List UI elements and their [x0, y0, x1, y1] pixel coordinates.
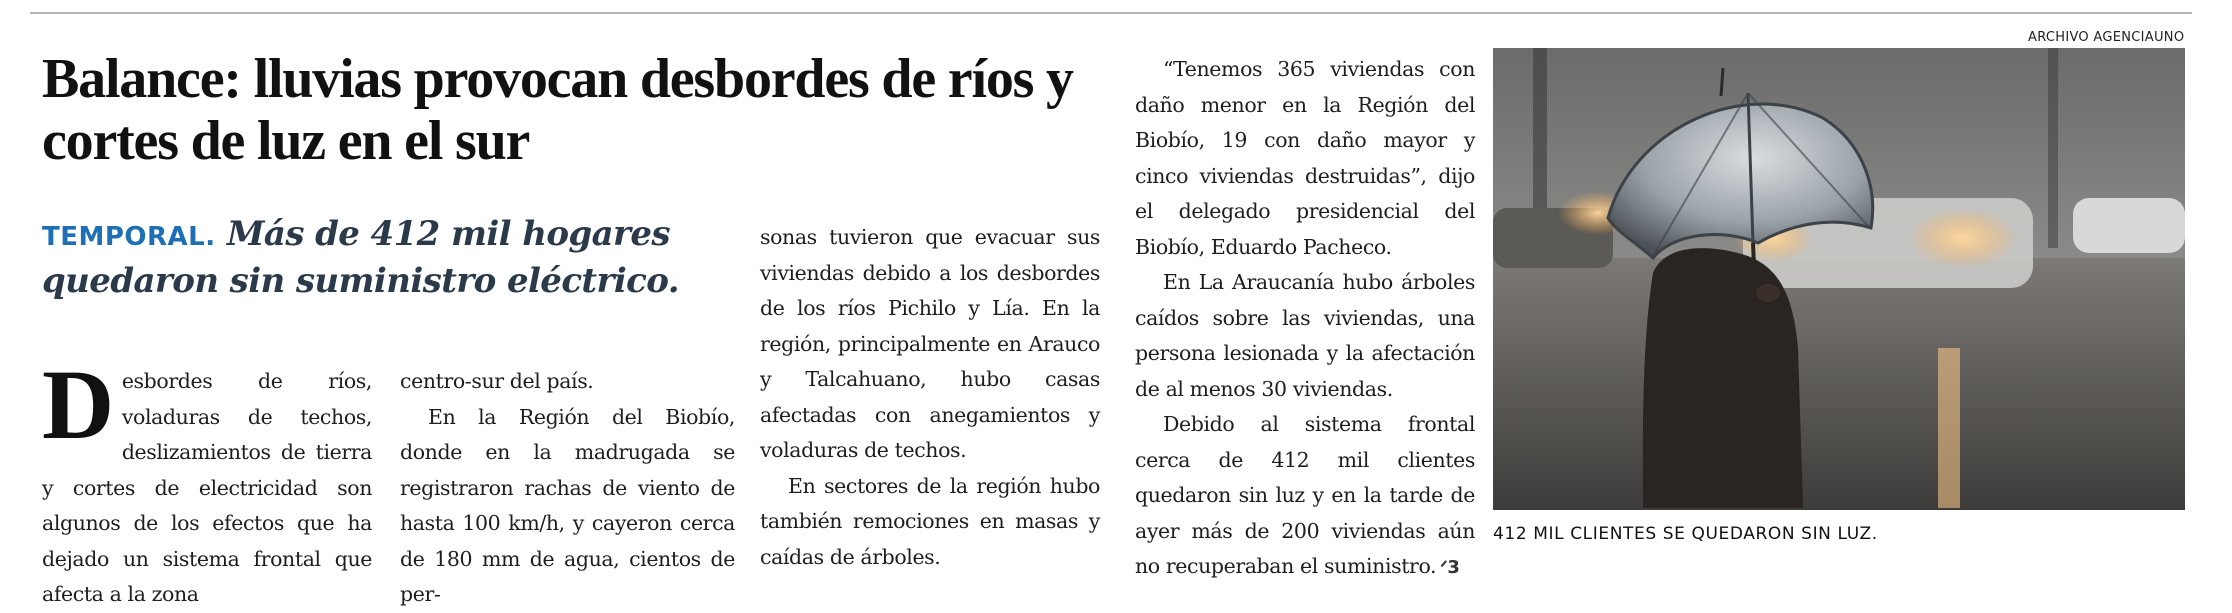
body-column-3	[760, 220, 1100, 575]
body-column-4	[1135, 52, 1475, 586]
body-paragraph: centro-sur del país.	[400, 369, 594, 393]
body-text: Debido al sistema frontal cerca de 412 mil clientes quedaron sin luz y en la tarde de ayer más de 200 viviendas aún no recuperaban el suministro.	[1135, 412, 1475, 578]
deck	[42, 212, 762, 303]
body-paragraph: En La Araucanía hubo árboles caídos sobre las viviendas, una persona lesionada y la afectación de al menos 30 viviendas.	[1135, 270, 1475, 401]
body-paragraph: esbordes de ríos, voladuras de techos, deslizamientos de tierra y cortes de electricidad son algunos de los efectos que ha dejado un sistema frontal que afecta a la zona	[42, 369, 372, 606]
headline: Balance: lluvias provocan desbordes de ríos y cortes de luz en el sur	[42, 48, 1073, 172]
drop-cap: D	[42, 349, 114, 460]
body-paragraph: sonas tuvieron que evacuar sus viviendas debido a los desbordes de los ríos Pichilo y Lía. En la región, principalmente en Arauco y Talcahuano, hubo casas afectadas con anegamientos y voladuras de techos.	[760, 225, 1100, 462]
body-paragraph: En la Región del Biobío, donde en la madrugada se registraron rachas de viento de hasta 100 km/h, y cayeron cerca de 180 mm de agua, cientos de per-	[400, 404, 735, 606]
top-rule	[30, 12, 2192, 14]
body-paragraph: “Tenemos 365 viviendas con daño menor en la Región del Biobío, 19 con daño mayor y cinco viviendas destruidas”, dijo el delegado presidencial del Biobío, Eduardo Pacheco.	[1135, 57, 1475, 259]
rain-umbrella-photo	[1493, 48, 2185, 510]
body-column-2	[400, 364, 735, 613]
body-paragraph	[1135, 407, 1475, 586]
news-photo	[1493, 48, 2185, 510]
body-column-1	[42, 349, 372, 613]
kicker: TEMPORAL.	[42, 222, 216, 252]
deck-text: Más de 412 mil hogares quedaron sin suministro eléctrico.	[42, 214, 679, 301]
body-paragraph: En sectores de la región hubo también remociones en masas y caídas de árboles.	[760, 473, 1100, 569]
photo-caption: 412 MIL CLIENTES SE QUEDARON SIN LUZ.	[1493, 524, 1878, 544]
photo-credit: ARCHIVO AGENCIAUNO	[2028, 30, 2185, 45]
end-mark-icon: ᐟ3	[1440, 557, 1460, 578]
